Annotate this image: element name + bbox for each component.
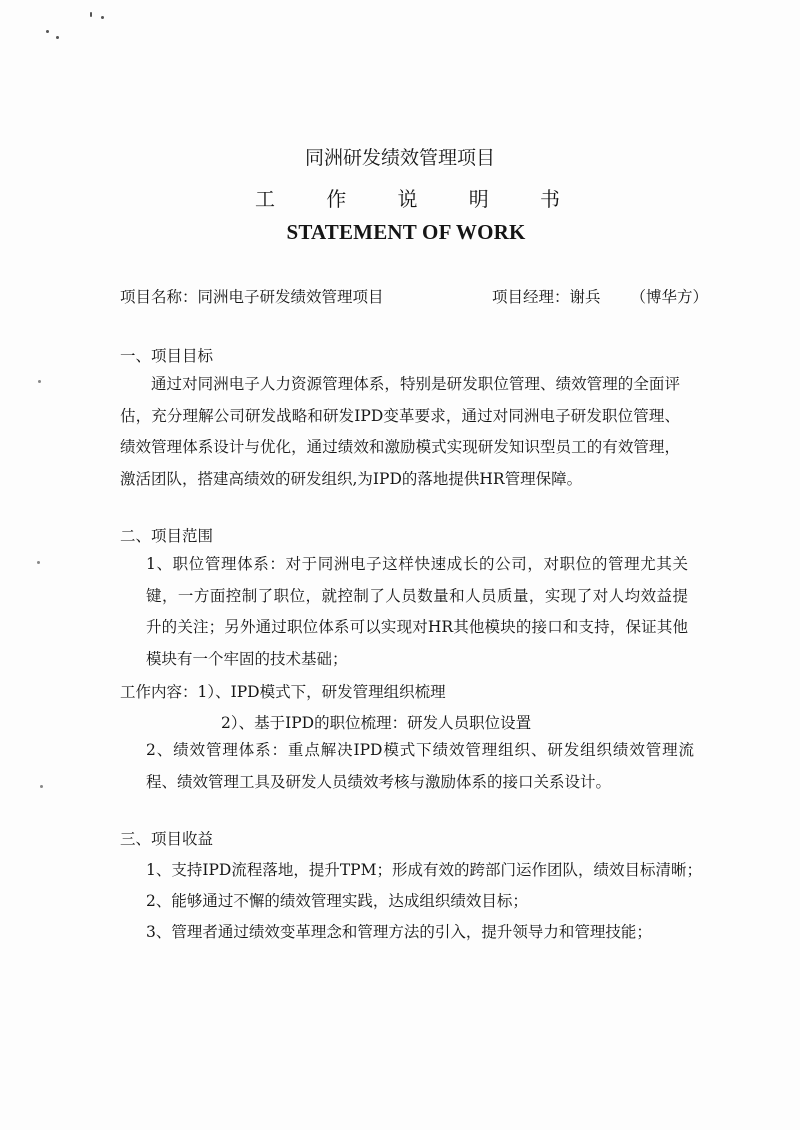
scan-speck — [38, 380, 41, 383]
project-manager-field — [492, 285, 708, 307]
objectives-paragraph: 通过对同洲电子人力资源管理体系，特别是研发职位管理、绩效管理的全面评估，充分理解公司研发战略和研发IPD变革要求，通过对同洲电子研发职位管理、绩效管理体系设计与优化，通过绩效和激励模式实现研发知识型员工的有效管理，激活团队，搭建高绩效的研发组织,为IPD的落地提供HR管理保障。 — [120, 375, 680, 488]
benefit-item: 2、能够通过不懈的绩效管理实践，达成组织绩效目标； — [146, 892, 528, 910]
work-content-row-1 — [120, 680, 446, 702]
project-name-field — [120, 285, 384, 307]
section-heading-scope: 二、项目范围 — [120, 527, 214, 545]
project-name-label: 项目名称： — [120, 288, 198, 306]
document-title-char: 作 — [326, 187, 347, 211]
project-manager-company: （博华方） — [630, 288, 709, 306]
scan-speck — [56, 36, 59, 39]
scope-item-performance-management: 2、绩效管理体系：重点解决IPD模式下绩效管理组织、研发组织绩效管理流程、绩效管理工具及研发人员绩效考核与激励体系的接口关系设计。 — [146, 741, 694, 791]
work-content-label: 工作内容： — [120, 683, 198, 701]
scan-speck — [46, 30, 49, 33]
scope-item-position-management: 1、职位管理体系：对于同洲电子这样快速成长的公司，对职位的管理尤其关键，一方面控制了职位，就控制了人员数量和人员质量，实现了对人均效益提升的关注；另外通过职位体系可以实现对HR其他模块的接口和支持，保证其他模块有一个牢固的技术基础； — [146, 555, 688, 668]
document-title-english: STATEMENT OF WORK — [286, 220, 526, 244]
document-title — [255, 183, 560, 212]
scan-speck — [37, 561, 40, 564]
document-title-char: 说 — [397, 187, 418, 211]
section-heading-benefits: 三、项目收益 — [120, 830, 214, 848]
document-title-char: 明 — [468, 187, 489, 211]
benefit-item: 1、支持IPD流程落地，提升TPM；形成有效的跨部门运作团队，绩效目标清晰； — [146, 861, 702, 879]
scan-speck — [90, 12, 92, 17]
scan-speck — [40, 785, 43, 788]
document-title-char: 书 — [540, 187, 560, 211]
project-manager-label: 项目经理： — [492, 288, 570, 306]
project-name-value: 同洲电子研发绩效管理项目 — [197, 288, 384, 306]
document-title-char: 工 — [255, 187, 275, 211]
work-content-item: 1）、IPD模式下，研发管理组织梳理 — [197, 683, 446, 701]
benefit-item: 3、管理者通过绩效变革理念和管理方法的引入，提升领导力和管理技能； — [146, 923, 652, 941]
project-manager-name: 谢兵 — [569, 288, 601, 306]
section-heading-objectives: 一、项目目标 — [120, 347, 214, 365]
project-title: 同洲研发绩效管理项目 — [304, 147, 495, 169]
work-content-item: 2）、基于IPD的职位梳理：研发人员职位设置 — [221, 714, 532, 732]
scan-speck — [101, 16, 104, 19]
